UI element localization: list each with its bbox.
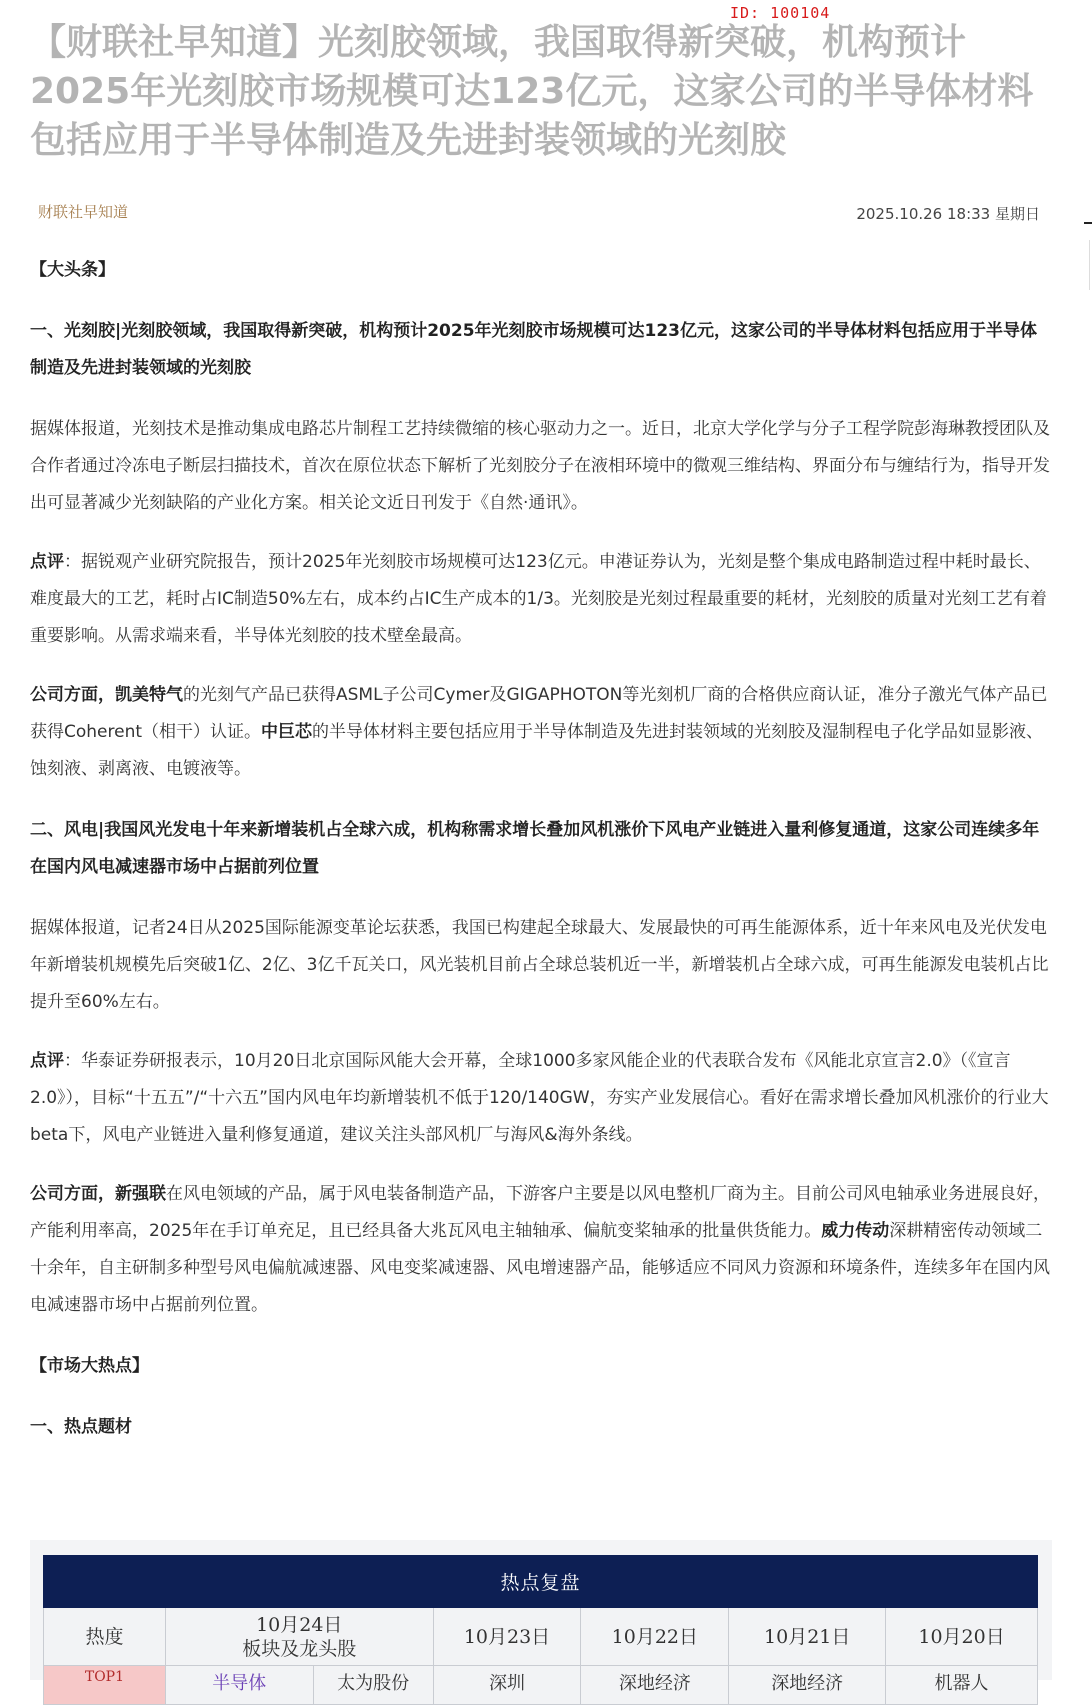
item1-company	[30, 677, 1052, 788]
cell-oct21: 深地经济	[729, 1666, 886, 1705]
header-oct23: 10月23日	[433, 1608, 581, 1666]
item1-report: 据媒体报道，光刻技术是推动集成电路芯片制程工艺持续微缩的核心驱动力之一。近日，北京大学化学与分子工程学院彭海琳教授团队及合作者通过冷冻电子断层扫描技术，首次在原位状态下解析了光刻胶分子在液相环境中的微观三维结构、界面分布与缠结行为，指导开发出可显著减少光刻缺陷的产业化方案。相关论文近日刊发于《自然·通讯》。	[30, 419, 1050, 513]
cell-oct20: 机器人	[886, 1666, 1038, 1705]
market-hotspot-tag: 【市场大热点】	[30, 1356, 149, 1376]
comment-label: 点评	[30, 552, 64, 572]
company-b-name[interactable]: 威力传动	[821, 1221, 890, 1241]
comment-label: 点评	[30, 1051, 64, 1071]
comment-text: ：华泰证券研报表示，10月20日北京国际风能大会开幕，全球1000多家风能企业的代表联合发布《风能北京宣言2.0》（《宣言2.0》），目标“十五五”/“十六五”国内风电年均新增装机不低于120/140GW，夯实产业发展信心。看好在需求增长叠加风机涨价的行业大beta下，风电产业链进入量利修复通道，建议关注头部风机厂与海风&海外条线。	[30, 1051, 1049, 1145]
scroll-marker	[1084, 222, 1092, 224]
company-b-text: 的半导体材料主要包括应用于半导体制造及先进封装领域的光刻胶及湿制程电子化学品如显影液、蚀刻液、剥离液、电镀液等。	[30, 722, 1044, 779]
rank-badge: TOP1	[44, 1666, 166, 1705]
hot-topics-title: 一、热点题材	[30, 1417, 132, 1437]
company-label: 公司方面	[30, 1184, 98, 1204]
header-oct21: 10月21日	[729, 1608, 886, 1666]
item2-title: 二、风电|我国风光发电十年来新增装机占全球六成，机构称需求增长叠加风机涨价下风电产业链进入量利修复通道，这家公司连续多年在国内风电减速器市场中占据前列位置	[30, 820, 1040, 877]
source-name[interactable]: 财联社早知道	[38, 203, 129, 221]
leader-stock[interactable]: 太为股份	[313, 1666, 433, 1705]
company-b-text: 深耕精密传动领域二十余年，自主研制多种型号风电偏航减速器、风电变桨减速器、风电增速器产品，能够适应不同风力资源和环境条件，连续多年在国内风电减速器市场中占据前列位置。	[30, 1221, 1050, 1315]
cell-oct23: 深圳	[433, 1666, 581, 1705]
sector-link[interactable]: 半导体	[165, 1666, 313, 1705]
big-news-tag: 【大头条】	[30, 260, 115, 280]
header-oct20: 10月20日	[886, 1608, 1038, 1666]
cell-oct22: 深地经济	[581, 1666, 729, 1705]
company-sep: ，	[98, 1184, 115, 1204]
company-a-text: 的光刻气产品已获得ASML子公司Cymer及GIGAPHOTON等光刻机厂商的合格供应商认证，准分子激光气体产品已获得Coherent（相干）认证。	[30, 685, 1048, 742]
item1-title: 一、光刻胶|光刻胶领域，我国取得新突破，机构预计2025年光刻胶市场规模可达123亿元，这家公司的半导体材料包括应用于半导体制造及先进封装领域的光刻胶	[30, 321, 1038, 378]
comment-text: ：据锐观产业研究院报告，预计2025年光刻胶市场规模可达123亿元。申港证券认为，光刻是整个集成电路制造过程中耗时最长、难度最大的工艺，耗时占IC制造50%左右，成本约占IC生产成本的1/3。光刻胶是光刻过程最重要的耗材，光刻胶的质量对光刻工艺有着重要影响。从需求端来看，半导体光刻胶的技术壁垒最高。	[30, 552, 1047, 646]
table-title: 热点复盘	[44, 1556, 1038, 1608]
header-heat: 热度	[44, 1608, 166, 1666]
article-headline: 【财联社早知道】光刻胶领域，我国取得新突破，机构预计2025年光刻胶市场规模可达123亿元，这家公司的半导体材料包括应用于半导体制造及先进封装领域的光刻胶	[30, 22, 1034, 161]
item1-comment	[30, 544, 1052, 655]
item2-comment	[30, 1043, 1052, 1154]
company-label: 公司方面	[30, 685, 98, 705]
hot-review-table	[43, 1555, 1038, 1705]
header-oct24-date: 10月24日	[256, 1613, 343, 1636]
article-body	[30, 252, 1052, 1446]
watermark-id: ID: 100104	[730, 4, 831, 22]
company-a-text: 在风电领域的产品，属于风电装备制造产品，下游客户主要是以风电整机厂商为主。目前公司风电轴承业务进展良好，产能利用率高，2025年在手订单充足，且已经具备大兆瓦风电主轴轴承、偏航变桨轴承的批量供货能力。	[30, 1184, 1050, 1241]
item2-company	[30, 1176, 1052, 1324]
company-sep: ，	[98, 685, 115, 705]
header-oct24-sub: 板块及龙头股	[242, 1637, 357, 1660]
header-oct22: 10月22日	[581, 1608, 729, 1666]
header-oct24	[165, 1608, 433, 1666]
scrollbar-track[interactable]	[1089, 240, 1090, 290]
table-row	[44, 1666, 1038, 1705]
hot-review-panel	[30, 1540, 1052, 1694]
item2-report: 据媒体报道，记者24日从2025国际能源变革论坛获悉，我国已构建起全球最大、发展最快的可再生能源体系，近十年来风电及光伏发电年新增装机规模先后突破1亿、2亿、3亿千瓦关口，风光装机目前占全球总装机近一半，新增装机占全球六成，可再生能源发电装机占比提升至60%左右。	[30, 918, 1049, 1012]
company-b-name[interactable]: 中巨芯	[261, 722, 313, 742]
company-a-name[interactable]: 凯美特气	[115, 685, 183, 705]
table-header-row	[44, 1608, 1038, 1666]
publish-datetime: 2025.10.26 18:33 星期日	[856, 205, 1040, 223]
company-a-name[interactable]: 新强联	[115, 1184, 166, 1204]
